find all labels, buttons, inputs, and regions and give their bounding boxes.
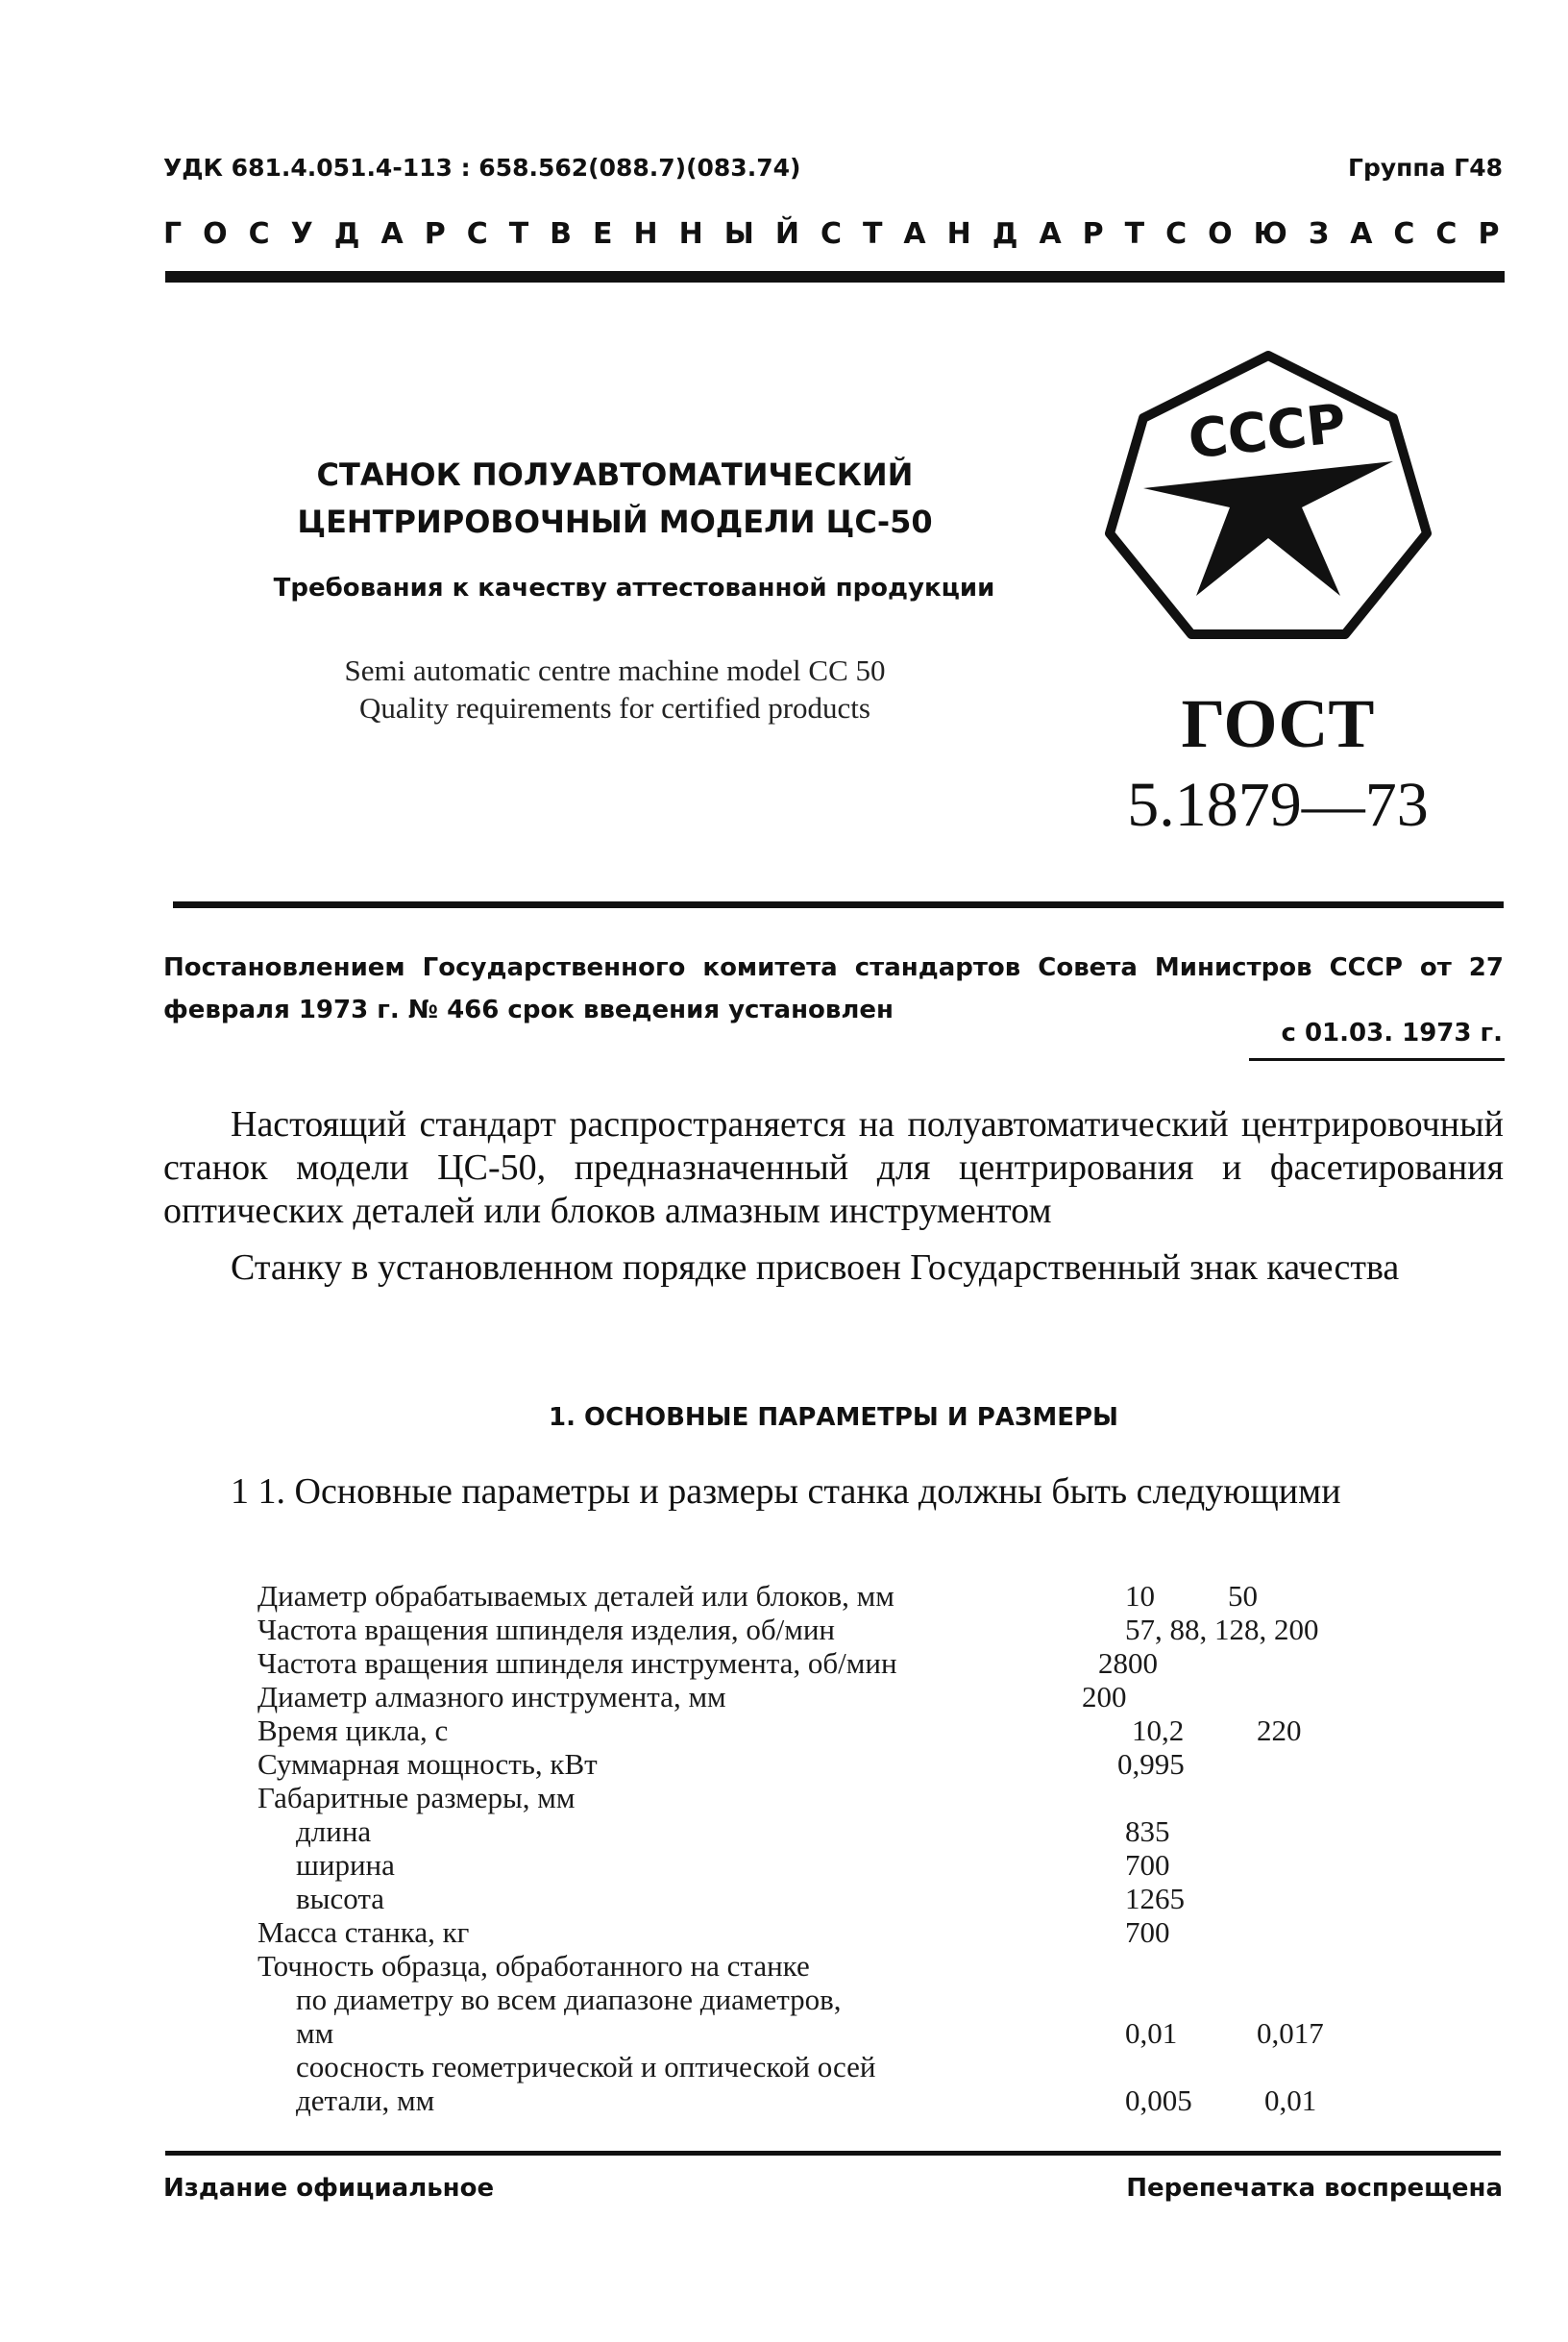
parameter-value: 10 — [1125, 1579, 1155, 1613]
english-title-line-1: Semi automatic centre machine model CC 50 — [344, 653, 886, 687]
section-divider — [173, 901, 1504, 908]
parameter-value: 200 — [1082, 1680, 1127, 1713]
intro-paragraph: Станку в установленном порядке присвоен Государственный знак качества — [231, 1247, 1400, 1288]
parameter-value-max: 50 — [1228, 1579, 1258, 1613]
parameter-value-max: 0,01 — [1264, 2083, 1317, 2117]
gost-number: 5.1879—73 — [1127, 770, 1429, 840]
parameter-label: Время цикла, с — [257, 1713, 449, 1747]
parameter-label: высота — [296, 1882, 385, 1915]
footer-rule — [165, 2151, 1501, 2156]
parameter-label: Диаметр обрабатываемых деталей или блоков, мм — [257, 1579, 894, 1613]
parameter-label: Суммарная мощность, кВт — [257, 1747, 598, 1781]
banner-word: СОЮЗА — [1165, 217, 1394, 251]
parameter-label: Диаметр алмазного инструмента, мм — [257, 1680, 726, 1713]
banner-word: ГОСУДАРСТВЕННЫЙ — [163, 217, 821, 251]
parameter-value-max: 0,017 — [1257, 2016, 1324, 2050]
english-title-line-2: Quality requirements for certified products — [359, 691, 870, 725]
udk-code: УДК 681.4.051.4-113 : 658.562(088.7)(083.74) — [163, 154, 801, 182]
banner-word: ССР — [1393, 217, 1521, 251]
parameter-label: мм — [296, 2016, 334, 2050]
title-line-2: ЦЕНТРИРОВОЧНЫЙ МОДЕЛИ ЦС-50 — [297, 504, 933, 540]
parameter-label: Частота вращения шпинделя изделия, об/мин — [257, 1613, 836, 1646]
parameter-value: 700 — [1125, 1848, 1170, 1882]
banner-word: СТАНДАРТ — [820, 217, 1166, 251]
parameter-label: детали, мм — [296, 2083, 435, 2117]
effective-date-underline — [1249, 1058, 1505, 1061]
effective-date: с 01.03. 1973 г. — [1281, 1019, 1503, 1048]
parameter-value: 0,005 — [1125, 2083, 1192, 2117]
state-standard-banner — [163, 217, 1521, 251]
parameter-value: 700 — [1125, 1915, 1170, 1949]
quality-mark-emblem — [1105, 346, 1432, 644]
introduction — [163, 1103, 1504, 1290]
parameter-value: 835 — [1125, 1814, 1170, 1848]
parameter-value: 0,995 — [1117, 1747, 1185, 1781]
parameter-value: 57, 88, 128, 200 — [1125, 1613, 1319, 1646]
parameter-value-max: 220 — [1257, 1713, 1302, 1747]
parameter-value: 1265 — [1125, 1882, 1185, 1915]
section-heading: 1. ОСНОВНЫЕ ПАРАМЕТРЫ И РАЗМЕРЫ — [549, 1403, 1118, 1432]
parameter-label: соосность геометрической и оптической осей — [296, 2050, 876, 2083]
english-title — [235, 652, 994, 727]
quality-mark-text: СССР — [1185, 392, 1350, 472]
intro-paragraph: Настоящий стандарт распространяется на полуавтоматический центрировочный станок модели ЦС-50, предназначенный для центрирования и фасетирования оптических деталей или блоков алмазным инструментом — [163, 1104, 1504, 1231]
parameter-value: 0,01 — [1125, 2016, 1178, 2050]
parameter-label: Масса станка, кг — [257, 1915, 470, 1949]
document-title — [231, 452, 999, 546]
footer-reprint-notice: Перепечатка воспрещена — [1126, 2174, 1503, 2203]
parameter-label: Частота вращения шпинделя инструмента, об/мин — [257, 1646, 897, 1680]
parameter-label: длина — [296, 1814, 372, 1848]
parameter-label: ширина — [296, 1848, 395, 1882]
parameter-label: Точность образца, обработанного на станке — [257, 1949, 810, 1983]
document-subtitle: Требования к качеству аттестованной продукции — [273, 574, 995, 603]
group-code: Группа Г48 — [1348, 154, 1503, 182]
parameter-value: 10,2 — [1132, 1713, 1185, 1747]
parameter-label: Габаритные размеры, мм — [257, 1781, 576, 1814]
decree-text: Постановлением Государственного комитета стандартов Совета Министров СССР от 27 февраля 1973 г. № 466 срок введения установлен — [163, 953, 1504, 1024]
parameter-value: 2800 — [1098, 1646, 1158, 1680]
parameter-label: по диаметру во всем диапазоне диаметров, — [296, 1983, 842, 2016]
footer-official-edition: Издание официальное — [163, 2174, 495, 2203]
clause-text: 1 1. Основные параметры и размеры станка должны быть следующими — [231, 1471, 1341, 1512]
gost-label: ГОСТ — [1181, 685, 1375, 762]
top-rule — [165, 271, 1505, 283]
title-line-1: СТАНОК ПОЛУАВТОМАТИЧЕСКИЙ — [316, 456, 914, 493]
